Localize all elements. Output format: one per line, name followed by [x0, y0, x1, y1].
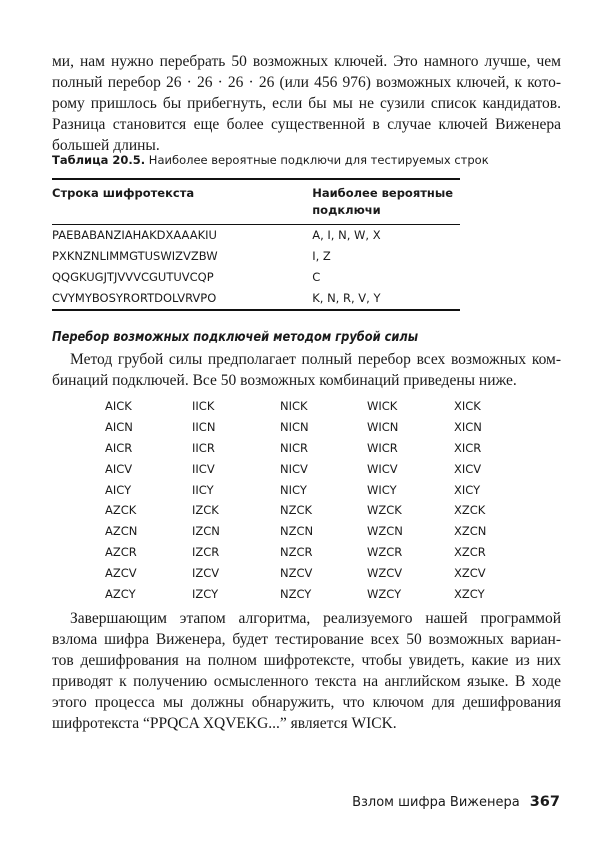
key-item: IICR — [192, 440, 215, 455]
text-line: ми, нам нужно перебрать 50 возможных ключей. Это намного лучше, чем — [52, 53, 561, 70]
key-item: XICK — [454, 399, 481, 413]
key-item: WZCK — [367, 503, 402, 518]
text-line: полный перебор 26 · 26 · 26 · 26 (или 456 976) возможных ключей, к кото- — [52, 74, 561, 91]
key-item: NZCN — [280, 524, 314, 539]
key-item: XZCK — [454, 503, 486, 518]
subkeys-cell: A, I, N, W, X — [312, 228, 381, 242]
key-item: AICN — [105, 419, 133, 434]
key-item: XICR — [454, 440, 482, 455]
text-line: Метод грубой силы предполагает полный перебор всех возможных ком- — [70, 351, 561, 368]
text-line: приводят к получению осмысленного текста на английском языке. В ходе — [52, 673, 561, 690]
table-row — [52, 225, 460, 247]
running-title: Взлом шифра Виженера — [352, 795, 520, 810]
ciphertext-cell: CVYMYBOSYRORTDOLVRVPO — [52, 291, 217, 305]
key-item: WICV — [367, 461, 398, 476]
subkeys-cell: C — [312, 270, 321, 284]
text-line: этого процесса мы должны обнаружить, что ключом для дешифрования — [52, 694, 561, 711]
header-ciphertext: Строка шифротекста — [52, 179, 312, 225]
ciphertext-cell: PXKNZNLIMMGTUSWIZVZBW — [52, 249, 218, 263]
table-row — [52, 288, 460, 310]
key-item: NZCK — [280, 503, 313, 518]
header-subkeys: Наиболее вероятные подключи — [312, 179, 460, 225]
table-caption — [52, 153, 489, 167]
key-item: IZCK — [192, 503, 219, 518]
paragraph-intro — [52, 51, 561, 156]
key-item: NZCR — [280, 545, 313, 560]
key-item: XZCR — [454, 545, 486, 560]
key-item: IICN — [192, 419, 216, 434]
key-item: XZCY — [454, 587, 485, 602]
key-item: WICR — [367, 440, 398, 455]
table-caption-text: Наиболее вероятные подключи для тестируемых строк — [145, 153, 489, 167]
key-item: AZCR — [105, 545, 137, 560]
key-item: NZCV — [280, 566, 313, 581]
key-item: XICY — [454, 482, 481, 497]
ciphertext-cell: PAEBABANZIAHAKDXAAAKIU — [52, 228, 217, 242]
text-line: шифротекста “PPQCA XQVEKG...” является WICK. — [52, 715, 397, 732]
key-item: XZCV — [454, 566, 486, 581]
text-line: рому пришлось бы прибегнуть, если бы мы не сузили список кандидатов. — [52, 95, 561, 112]
key-item: WZCY — [367, 587, 402, 602]
text-line: Завершающим этапом алгоритма, реализуемого нашей программой — [70, 610, 561, 627]
key-item: AICR — [105, 440, 133, 455]
key-item: AICV — [105, 461, 133, 476]
key-item: AICK — [105, 399, 132, 413]
key-item: NICV — [280, 461, 308, 476]
text-line: бинаций подключей. Все 50 возможных комбинаций приведены ниже. — [52, 372, 517, 389]
key-item: IZCR — [192, 545, 220, 560]
key-item: WZCV — [367, 566, 403, 581]
key-item: WZCN — [367, 524, 403, 539]
table-header-row — [52, 179, 460, 225]
key-item: IZCY — [192, 587, 219, 602]
table-caption-label: Таблица 20.5. — [52, 153, 146, 167]
key-item: WICY — [367, 482, 397, 497]
key-item: IZCN — [192, 524, 220, 539]
key-item: IZCV — [192, 566, 220, 581]
key-item: NICN — [280, 419, 309, 434]
key-item: NICY — [280, 482, 307, 497]
section-heading: Перебор возможных подключей методом грубой силы — [52, 330, 419, 345]
text-line: большей длины. — [52, 137, 160, 154]
key-combinations-grid — [105, 399, 524, 608]
key-item: XICV — [454, 461, 482, 476]
key-item: IICK — [192, 399, 215, 413]
text-line: тов дешифрования на полном шифротексте, чтобы увидеть, какие из них — [52, 652, 561, 669]
key-item: IICV — [192, 461, 215, 476]
page-footer — [352, 794, 560, 810]
key-item: NICR — [280, 440, 309, 455]
key-item: WZCR — [367, 545, 403, 560]
key-item: XZCN — [454, 524, 487, 539]
subkeys-cell: K, N, R, V, Y — [312, 291, 381, 305]
subkeys-cell: I, Z — [312, 249, 331, 263]
key-item: AZCY — [105, 587, 136, 602]
paragraph-conclusion — [52, 608, 561, 734]
key-item: AZCK — [105, 503, 137, 518]
ciphertext-cell: QQGKUGJTJVVVCGUTUVCQP — [52, 270, 214, 284]
text-line: Разница становится еще более существенной в случае ключей Виженера — [52, 116, 561, 133]
key-item: AICY — [105, 482, 132, 497]
key-item: IICY — [192, 482, 214, 497]
page-number: 367 — [529, 794, 560, 810]
table-row — [52, 246, 460, 267]
key-item: NZCY — [280, 587, 312, 602]
text-line: взлома шифра Виженера, будет тестирование всех 50 возможных вариан- — [52, 631, 561, 648]
table-row — [52, 267, 460, 288]
key-item: AZCV — [105, 566, 137, 581]
key-item: AZCN — [105, 524, 138, 539]
paragraph-brute-force — [52, 349, 561, 391]
key-item: NICK — [280, 399, 308, 413]
subkeys-table — [52, 178, 460, 311]
key-item: WICK — [367, 399, 398, 413]
key-item: WICN — [367, 419, 399, 434]
key-item: XICN — [454, 419, 482, 434]
